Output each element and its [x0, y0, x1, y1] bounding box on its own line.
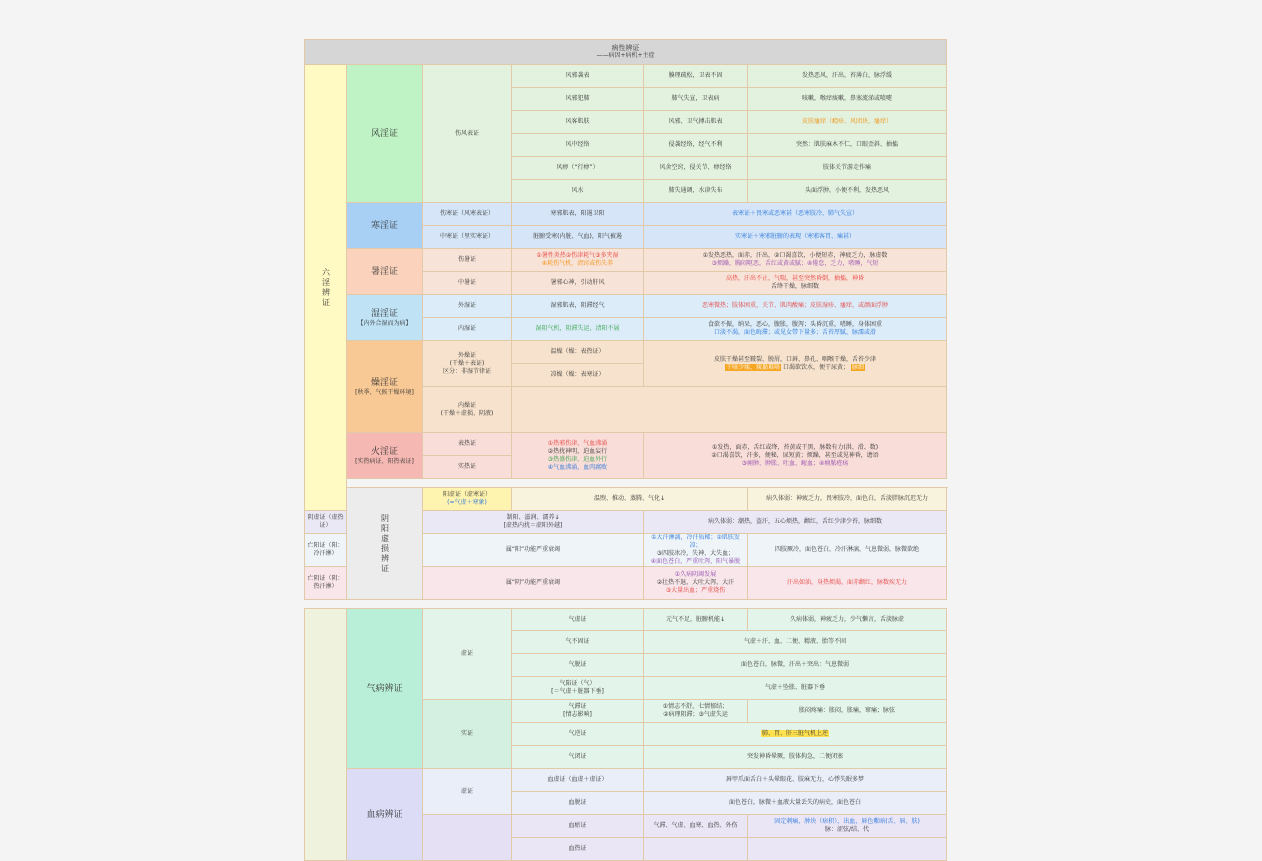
xue-shi — [423, 815, 512, 861]
shi-c2: 口淡不渴，面色晦滞；或见女带下量多；舌苔厚腻，脉濡或滑 — [714, 329, 877, 336]
feng-row-c: 发热恶风，汗出，苔薄白，脉浮缓 — [748, 65, 947, 88]
yinyang-group — [347, 488, 423, 600]
huo-row-a: 表热证 — [423, 433, 512, 456]
shu-b2: ④耗伤气机，清窍或伤失养 — [541, 260, 614, 267]
xue-row-c — [748, 815, 947, 838]
xue-row-c: 唇甲爪面舌白＋头晕眼花、肢麻无力，心悸失眠多梦 — [644, 769, 947, 792]
feng-row-a: 风痹（“行痹”） — [512, 157, 644, 180]
shu-row-b — [512, 249, 644, 272]
shu-row-a: 中暑证 — [423, 272, 512, 295]
huo-category — [347, 433, 423, 479]
yy-m1: ①大汗淋漓，冷汗质稀；②肌肤发凉； — [651, 534, 740, 549]
yy-m3: ③大量出血；严重烧伤 — [665, 587, 726, 594]
xue-row-c — [748, 838, 947, 861]
zao-inner-empty — [512, 387, 947, 433]
zao-c2c: 脉细 — [851, 363, 864, 371]
yy-row-c: 四肢厥冷，面色苍白，冷汗淋漓，气息微弱，脉微欲绝 — [748, 534, 947, 567]
qi-category: 气病辨证 — [347, 609, 423, 769]
zao-outer-l3: 区分：非湿节律证 — [442, 367, 491, 375]
xue-row-a: 血瘀证 — [512, 815, 644, 838]
xue-c2: 脉：涩弦/结、代 — [825, 826, 870, 833]
feng-row-c: 突然：肌肤麻木不仁，口眼歪斜、抽搐 — [748, 134, 947, 157]
table-subtitle: ——病因+病机+主症 — [596, 52, 655, 59]
qi-row-c: 气虚＋坠胀、脏器下垂 — [644, 677, 947, 700]
table-title: 病性辨证 — [611, 44, 640, 52]
qixue-group — [305, 609, 347, 861]
shi-sub: 【内外合湿而为病】 — [357, 319, 412, 327]
zao-c2a: 干咳少痰、痰黏难咯 — [726, 363, 781, 371]
qi-row-b: 元气不足，脏腑机能↓ — [644, 609, 748, 631]
yy-m2: ②壮热不退，大吐大泻，大汗 — [656, 579, 735, 586]
shu-row-c — [644, 249, 947, 272]
disease-nature-table — [304, 39, 946, 861]
huo-c2: ②口渴喜饮，汗多，便秘，尿短黄；烦躁，甚至或见神昏，谵语 — [711, 451, 879, 459]
shu-row-a: 伤暑证 — [423, 249, 512, 272]
qi-row-a: 气闭证 — [512, 746, 644, 769]
huo-c3: ③痈肿、肿胀、吐血、衄血；④痈脓疮疡 — [741, 459, 849, 467]
xue-row-a: 血脱证 — [512, 792, 644, 815]
qi-c-hl: 肺、胃、肝三脏气机上逆 — [762, 730, 829, 737]
zao-inner-label: 内燥证 — [457, 401, 476, 409]
qi-row-b — [644, 700, 748, 723]
shu-category: 暑淫证 — [347, 249, 423, 295]
shi-c: 恶寒微热；肢体困重，关节、肌肉酸痛；皮肤湿疹、瘙痒，或颜面浮肿 — [702, 302, 889, 309]
feng-sub: 伤风表证 — [423, 65, 512, 203]
qi-row-a: 气脱证 — [512, 654, 644, 677]
zao-row-c — [644, 341, 947, 387]
shu-b1: ①暑性炎热②伤津耗气③多夹湿 — [536, 252, 619, 259]
feng-row-c: 咳嗽，喉痒痰嗽，鼻塞流涕或喷嚏 — [748, 88, 947, 111]
xue-row-b: 气滞、气虚、血寒、血热、外伤 — [644, 815, 748, 838]
han-row-a: 伤寒证（风寒表证） — [423, 203, 512, 226]
han-row-a: 中寒证（里实寒证） — [423, 226, 512, 249]
yy-m1: ①久病阴竭发展 — [674, 571, 717, 578]
shu-c2: 舌绛干燥，脉细数 — [771, 283, 820, 290]
yy-a1: 阳虚证（虚寒证） — [442, 491, 491, 498]
yy-row-c: 汗出如油，身热烦渴，面赤颧红，脉数疾无力 — [748, 567, 947, 600]
xue-row-a: 血热证 — [512, 838, 644, 861]
feng-row-a: 风水 — [512, 180, 644, 203]
huo-b1: ①热邪伤津，气血沸涌 — [547, 439, 608, 447]
qi-row-a — [512, 700, 644, 723]
han-row-c: 实寒证＋寒邪脏腑的表现（寒邪客胃、痛甚） — [644, 226, 947, 249]
qi-a2: [情志影响] — [563, 711, 592, 718]
shu-row-b: 暑邪心神，引动肝风 — [512, 272, 644, 295]
feng-row-a: 风邪犯肺 — [512, 88, 644, 111]
qi-row-c: 胀闷疼痛：胀闷，胀痛，窜痛；脉弦 — [748, 700, 947, 723]
huo-b2: ②热扰神明，迫血妄行 — [547, 447, 608, 455]
table-header — [305, 40, 947, 65]
feng-row-a: 风客肌肤 — [512, 111, 644, 134]
qi-a: 气滞证 — [568, 703, 587, 710]
feng-row-b: 风舍空窍，侵关节、痹经络 — [644, 157, 748, 180]
huo-mech — [512, 433, 644, 479]
huo-name: 火淫证 — [370, 446, 398, 457]
liuyin-group — [305, 65, 347, 511]
yy-row-c: 病久体弱：潮热，盗汗，五心烦热，颧红，舌红少津少苔，脉细数 — [644, 511, 947, 534]
qi-shi: 实证 — [423, 700, 512, 769]
han-row-b: 寒邪肌表，阳遏卫阳 — [512, 203, 644, 226]
yy-row-a: 亡阴证（阴：热汗淋） — [305, 567, 347, 600]
huo-sub: [实热病证、阳热表证] — [355, 457, 414, 465]
zao-outer — [423, 341, 512, 387]
shu-c1: 高热，汗出不止，气喘，甚至突然昏倒，抽搐，神昏 — [726, 275, 865, 282]
feng-row-b: 腠理疏松，卫表不固 — [644, 65, 748, 88]
zao-outer-l2: (干燥＋表证) — [449, 359, 485, 367]
feng-row-b: 肺气失宣，卫表病 — [644, 88, 748, 111]
shi-category — [347, 295, 423, 341]
han-row-c: 表寒证＋畏寒或恶寒甚（恶寒肢冷，肺气失宣） — [644, 203, 947, 226]
qi-row-a: 气不固证 — [512, 631, 644, 654]
feng-row-b: 肺失通调，水津失布 — [644, 180, 748, 203]
xue-xu: 虚证 — [423, 769, 512, 815]
zao-name: 燥淫证 — [370, 377, 398, 388]
xue-c1: 固定刺痛，肿块（痞积），出血，唇色紫暗(舌、唇、肤) — [774, 818, 920, 825]
yy-row-m — [644, 567, 748, 600]
feng-category: 风淫证 — [347, 65, 423, 203]
qi-a2: [＝气虚＋脏器下垂] — [551, 688, 604, 695]
qi-row-c: 突发神昏晕厥，肢体拘急，二便闭塞 — [644, 746, 947, 769]
shi-row-c — [644, 295, 947, 318]
huo-row-c — [644, 433, 947, 479]
zao-category — [347, 341, 423, 433]
zao-sub: [秋季、气候干燥环境] — [355, 388, 414, 396]
gap — [305, 600, 947, 609]
yinyang-label: 阴阳虚损辨证 — [380, 513, 390, 574]
qi-row-a — [512, 677, 644, 700]
zao-row-a: 温燥（燥：表热证） — [512, 341, 644, 364]
shi-row-b: 湿阻气机，阻滞失运，清阳不展 — [512, 318, 644, 341]
qi-row-a: 气虚证 — [512, 609, 644, 631]
yy-row-b: 属“阳”功能严重衰竭 — [423, 534, 644, 567]
huo-row-a: 实热证 — [423, 456, 512, 479]
shi-name: 湿淫证 — [370, 308, 398, 319]
yy-row-b — [423, 511, 644, 534]
zao-inner — [423, 387, 512, 433]
yy-row-a: 阴虚证（虚热证） — [305, 511, 347, 534]
liuyin-label: 六淫辨证 — [321, 267, 331, 308]
feng-row-a: 风邪袭表 — [512, 65, 644, 88]
yy-row-a — [423, 488, 512, 511]
feng-row-a: 风中经络 — [512, 134, 644, 157]
xue-row-a: 血虚证（血虚＋虚证） — [512, 769, 644, 792]
qi-row-c: 面色苍白，脉微，汗出＋突出：气息微弱 — [644, 654, 947, 677]
feng-row-c: 皮肤瘙痒（瘾疹、风团块、瘙痒） — [748, 111, 947, 134]
yy-a2: (=气虚＋寒象) — [447, 499, 487, 506]
qi-row-a: 气逆证 — [512, 723, 644, 746]
yy-m2: ③四肢冰冷，失神、大失血； — [656, 550, 735, 557]
zao-c2b: 口渴欲饮水，便干尿黄； — [783, 363, 850, 371]
yy-row-b: 温煦、推动、蒸腾、气化↓ — [512, 488, 748, 511]
feng-row-c: 肢体关节游走作痛 — [748, 157, 947, 180]
han-category: 寒淫证 — [347, 203, 423, 249]
qi-row-c: 久病体弱，神疲乏力，少气懒言，舌淡脉虚 — [748, 609, 947, 631]
yy-row-b: 属“阴”功能严重衰竭 — [423, 567, 644, 600]
yy-b2: [虚热内扰＝虚阳外越] — [503, 522, 563, 529]
shi-row-b: 湿邪肌表，阻滞经气 — [512, 295, 644, 318]
shu-c1: ①发热恶热，面赤，汗出，②口渴喜饮，小便短赤，神疲乏力，脉虚数 — [702, 252, 888, 259]
huo-c1: ①发热，面赤，舌红或绛，苔黄或干黑，脉数有力(洪、滑、数) — [712, 443, 879, 451]
shu-c2: ③烦躁，胸闷呕恶，舌红或黄或腻；④倦怠，乏力，嗜睡，气短 — [711, 260, 879, 267]
qi-b2: ②病理阻滞；③气虚失运 — [663, 711, 728, 718]
shu-row-c — [644, 272, 947, 295]
zao-row-a: 凉燥（燥：表寒证） — [512, 364, 644, 387]
qi-xu: 虚证 — [423, 609, 512, 700]
gap — [347, 479, 947, 488]
zao-c1: 皮肤干燥甚至皲裂、脱屑，口唇、鼻孔、咽喉干燥，舌苔少津 — [714, 355, 877, 363]
feng-row-b: 风邪、卫气搏击肌表 — [644, 111, 748, 134]
yy-b1: 制阳、滋润、濡养↓ — [506, 514, 560, 521]
yy-m3: ④面色苍白，严重吐泻，阳气暴脱 — [650, 558, 741, 565]
shi-row-a: 内湿证 — [423, 318, 512, 341]
shi-row-a: 外湿证 — [423, 295, 512, 318]
xue-category: 血病辨证 — [347, 769, 423, 861]
zao-inner-l2: (干燥＋虚损、阴液) — [440, 409, 494, 417]
yy-row-a: 亡阳证（阳：冷汗淋） — [305, 534, 347, 567]
yy-row-c: 病久体弱：神疲乏力，畏寒肢冷，面色白，舌淡胖脉沉迟无力 — [748, 488, 947, 511]
han-row-b: 脏腑受寒(内脏、气血)，阳气被遏 — [512, 226, 644, 249]
qi-row-c — [644, 723, 947, 746]
shi-row-c — [644, 318, 947, 341]
huo-b4: ④气血沸涌，血肉腐败 — [547, 463, 608, 471]
shi-c1: 食欲不振，纳呆，恶心，腹胀，腹泻；头昏沉重，嗜睡，身体困重 — [708, 321, 883, 328]
feng-row-c: 头面浮肿，小便不利，发热恶风 — [748, 180, 947, 203]
zao-outer-label: 外燥证 — [457, 351, 476, 359]
yy-row-m — [644, 534, 748, 567]
qi-row-c: 气虚＋汗、血、二便、精液、胎等不固 — [644, 631, 947, 654]
xue-row-c: 面色苍白，脉微＋血液大量丢失的病史，面色苍白 — [644, 792, 947, 815]
huo-b3: ③热盛伤津，迫血外行 — [547, 455, 608, 463]
qi-b1: ①情志不舒，七情郁结； — [662, 703, 729, 710]
xue-row-b — [644, 838, 748, 861]
qi-a: 气陷证（气） — [559, 680, 596, 687]
feng-row-b: 侵袭经络，经气不利 — [644, 134, 748, 157]
